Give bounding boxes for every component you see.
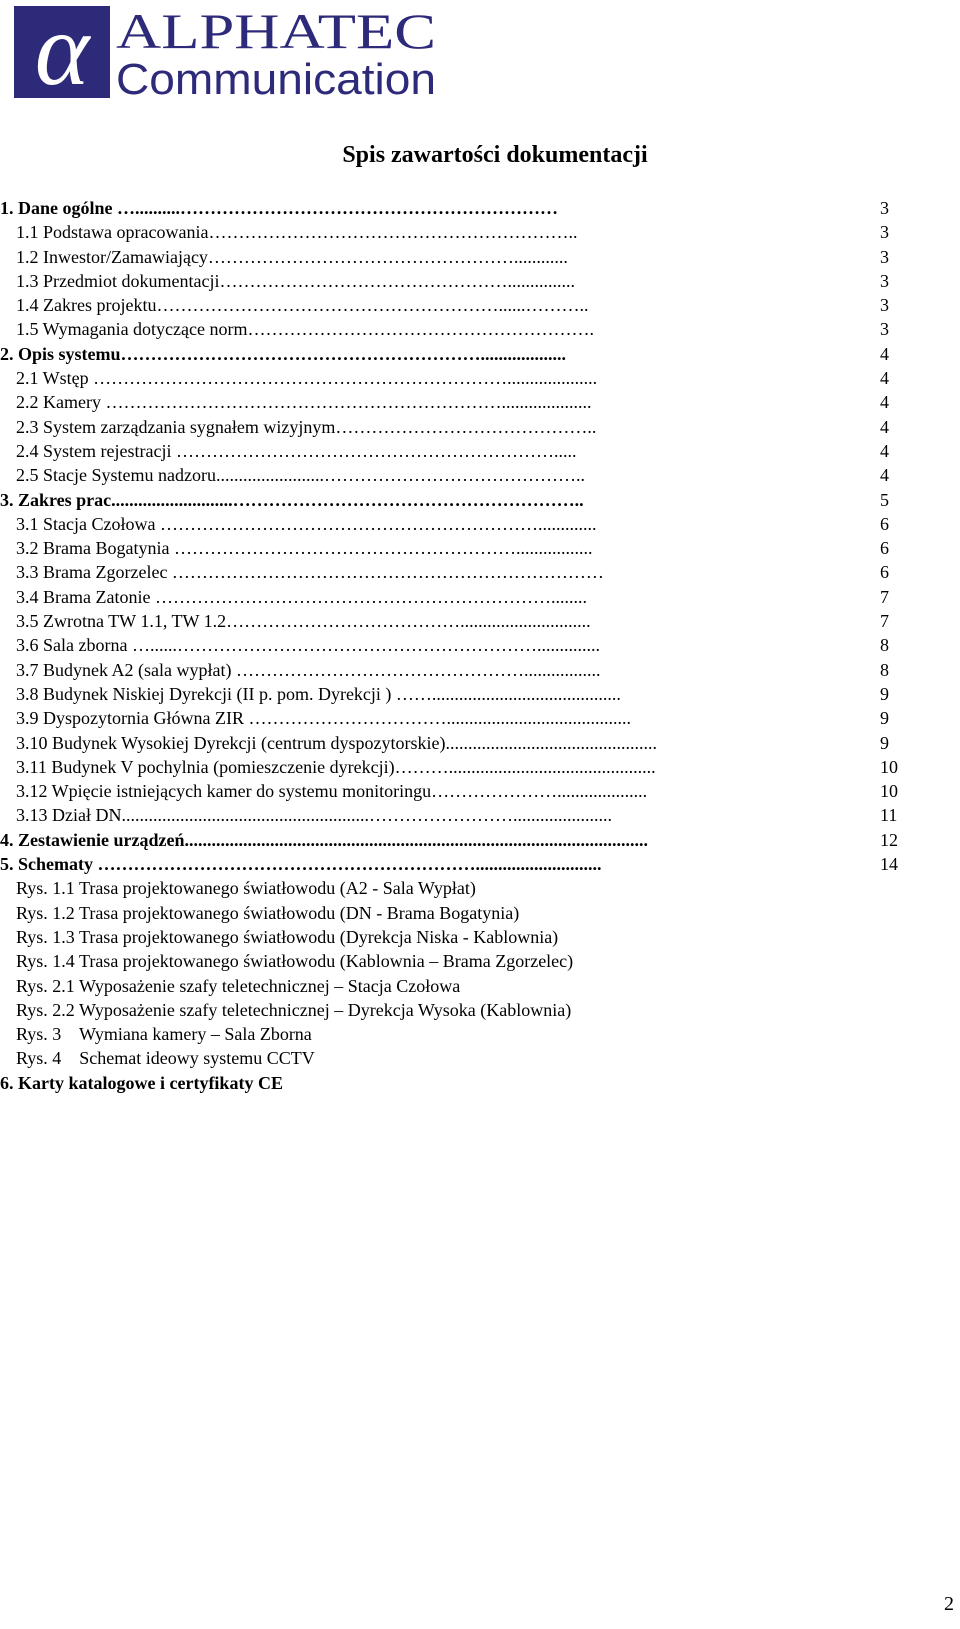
page-number: 2 [944,1593,954,1615]
toc-entry [0,293,960,317]
toc-entry-label: 2.1 Wstęp …………………………………………………………….................... [16,368,598,389]
figure-entry-label: Rys. 1.3 Trasa projektowanego światłowodu (Dyrekcja Niska - Kablownia) [16,926,559,947]
toc-entry-label: 2.2 Kamery ………………………………………………………….................... [16,392,592,413]
toc-entry [0,779,960,803]
toc-entry-page: 6 [880,513,889,534]
figure-entry-label: Rys. 1.1 Trasa projektowanego światłowodu (A2 - Sala Wypłat) [16,878,476,899]
toc-entry [0,390,960,414]
toc-entry [0,269,960,293]
toc-entry-page: 9 [880,708,889,729]
figure-entry [0,974,960,998]
figure-entry [0,925,960,949]
toc-entry [0,463,960,487]
toc-entry-page: 12 [880,829,898,850]
toc-entry-page: 7 [880,611,889,632]
toc-entry-page: 4 [880,392,889,413]
toc-entry-page: 11 [880,805,898,826]
toc-entry-page: 4 [880,465,889,486]
toc-entry-page: 8 [880,659,889,680]
toc-entry [0,342,960,366]
toc-entry-page: 3 [880,198,889,218]
toc-entry-page: 6 [880,562,889,583]
figure-entry-label: Rys. 3 Wymiana kamery – Sala Zborna [16,1024,312,1045]
table-of-contents [0,196,960,1095]
toc-entry-label: 3.12 Wpięcie istniejących kamer do systemu monitoringu………………….................... [16,781,648,802]
toc-entry-page: 6 [880,538,889,559]
toc-entry-label: 3.11 Budynek V pochylnia (pomieszczenie dyrekcji)……….............................................. [16,756,656,777]
toc-entry-label: 3.3 Brama Zgorzelec ……………………………………………………………… [16,562,604,583]
toc-entry-label: 3. Zakres prac...........................………………………………………………….. [0,489,584,510]
figure-entry-label: Rys. 2.2 Wyposażenie szafy teletechnicznej – Dyrekcja Wysoka (Kablownia) [16,999,572,1020]
toc-entry [0,439,960,463]
toc-entry-label: 3.13 Dział DN.......................................................……………………...................... [16,805,612,826]
toc-entry-page: 3 [880,222,889,243]
toc-entry [0,633,960,657]
toc-entry-label: 3.5 Zwrotna TW 1.1, TW 1.2…………………………………............................. [16,611,591,632]
toc-entry-label: 1.2 Inwestor/Zamawiający……………………………………………............ [16,246,568,267]
toc-entry-page: 3 [880,319,889,340]
toc-entry [0,731,960,755]
toc-entry-label: 1.4 Zakres projektu…………………………………………………......……….. [16,295,589,316]
toc-entry-page: 3 [880,270,889,291]
toc-entry [0,682,960,706]
toc-entry-page: 14 [880,854,898,875]
figure-entry [0,876,960,900]
toc-entry-label: 3.4 Brama Zatonie …………………………………………………………........ [16,586,587,607]
toc-entry-label: 3.2 Brama Bogatynia …………………………………………………................. [16,538,593,559]
toc-entry-label: 2.4 System rejestracji ………………………………………………………..... [16,440,577,461]
toc-entry-page: 10 [880,756,898,777]
toc-entry-page: 9 [880,683,889,704]
toc-entry-label: 2.3 System zarządzania sygnałem wizyjnym…………………………………….. [16,416,597,437]
toc-entry [0,585,960,609]
toc-entry [0,560,960,584]
svg-text:ALPHATEC: ALPHATEC [116,4,436,59]
figure-entry-label: Rys. 1.2 Trasa projektowanego światłowodu (DN - Brama Bogatynia) [16,902,520,923]
toc-entry-page: 8 [880,635,889,656]
svg-text:Communication: Communication [116,55,436,100]
toc-entry [0,609,960,633]
toc-entry-label: 2.5 Stacje Systemu nadzoru........................…………………………………….. [16,465,585,486]
toc-entry-label: 1.5 Wymagania dotyczące norm…………………………………………………. [16,319,594,340]
figure-entry [0,949,960,973]
toc-final-section-label: 6. Karty katalogowe i certyfikaty CE [0,1072,283,1093]
toc-entry-label: 3.8 Budynek Niskiej Dyrekcji (II p. pom. Dyrekcji ) …….......................................... [16,683,621,704]
toc-entry [0,828,960,852]
toc-entry-page: 4 [880,416,889,437]
toc-entry-page: 3 [880,295,889,316]
toc-entry-page: 4 [880,343,889,364]
toc-entry [0,415,960,439]
figure-entry [0,1022,960,1046]
toc-entry-label: 1.1 Podstawa opracowania…………………………………………………….. [16,222,578,243]
toc-entry-label: 5. Schematy ………………………………………………………............................ [0,854,602,875]
figure-entry-label: Rys. 4 Schemat ideowy systemu CCTV [16,1048,315,1069]
figure-entry [0,901,960,925]
toc-entry-page: 10 [880,781,898,802]
toc-final-section [0,1071,960,1095]
toc-entry-page: 4 [880,368,889,389]
toc-entry [0,317,960,341]
toc-entry [0,755,960,779]
toc-entry [0,488,960,512]
figure-entry [0,1046,960,1070]
toc-entry-label: 3.9 Dyspozytornia Główna ZIR ……………………………......................................... [16,708,631,729]
figure-entry-label: Rys. 1.4 Trasa projektowanego światłowodu (Kablownia – Brama Zgorzelec) [16,951,574,972]
svg-text:α: α [34,4,90,100]
toc-entry-label: 3.6 Sala zborna …......…………………………………………………….............. [16,635,600,656]
toc-entry [0,803,960,827]
toc-entry-label: 3.10 Budynek Wysokiej Dyrekcji (centrum dyspozytorskie)............................................... [16,732,657,753]
company-logo [12,4,442,100]
toc-entry [0,366,960,390]
toc-entry [0,245,960,269]
toc-entry [0,706,960,730]
toc-entry [0,852,960,876]
toc-entry [0,220,960,244]
toc-entry-label: 3.1 Stacja Czołowa ………………………………………………………............. [16,513,597,534]
toc-entry-label: 3.7 Budynek A2 (sala wypłat) …………………………………………................. [16,659,601,680]
document-title: Spis zawartości dokumentacji [342,142,648,168]
toc-entry-page: 4 [880,440,889,461]
toc-entry-page: 5 [880,489,889,510]
figure-entry-label: Rys. 2.1 Wyposażenie szafy teletechnicznej – Stacja Czołowa [16,975,461,996]
toc-entry [0,196,960,220]
toc-entry-label: 1. Dane ogólne …..........……………………………………………………… [0,198,558,218]
toc-entry-label: 4. Zestawienie urządzeń....................................................................................................... [0,829,648,850]
toc-entry-page: 7 [880,586,889,607]
toc-entry-label: 2. Opis systemu……………………………………………………................... [0,343,567,364]
toc-entry [0,536,960,560]
toc-entry [0,658,960,682]
toc-entry-label: 1.3 Przedmiot dokumentacji…………………………………………............... [16,270,575,291]
toc-entry [0,512,960,536]
figure-entry [0,998,960,1022]
toc-entry-page: 9 [880,732,889,753]
toc-entry-page: 3 [880,246,889,267]
